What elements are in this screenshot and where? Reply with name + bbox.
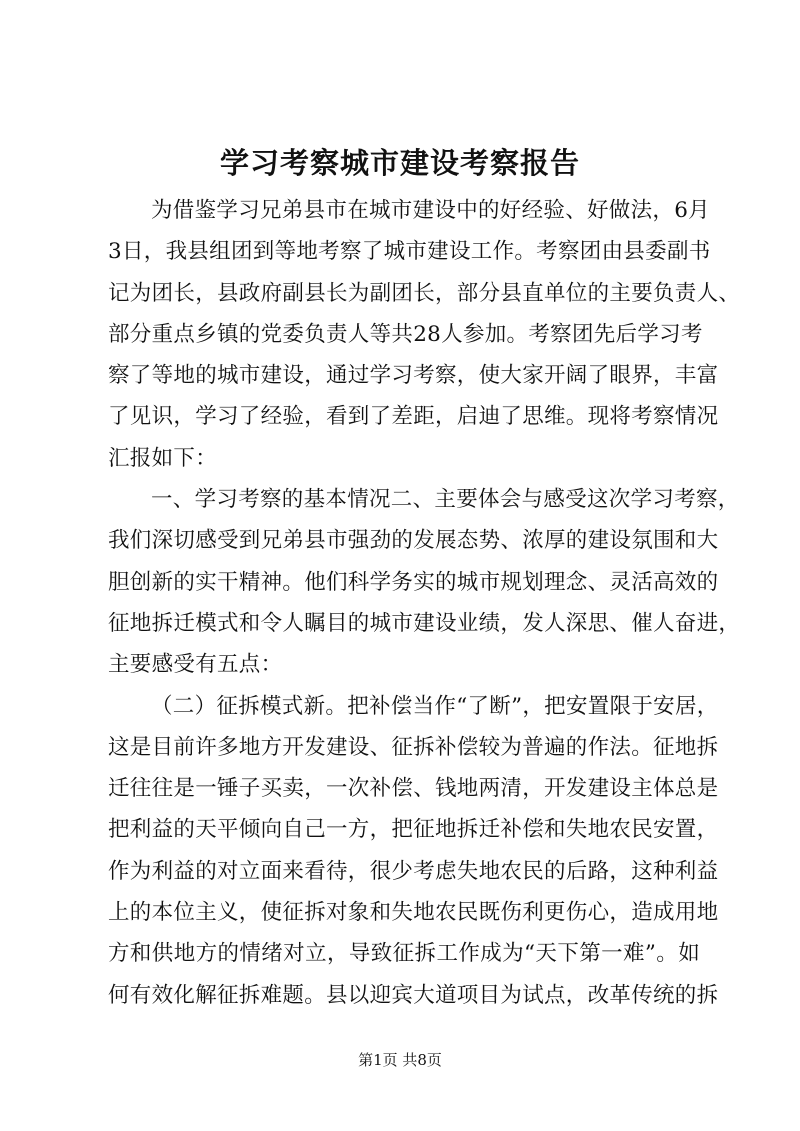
- paragraph-line: 主要感受有五点：: [108, 652, 283, 678]
- paragraph-line: 为借鉴学习兄弟县市在城市建设中的好经验、好做法，6月: [151, 198, 710, 223]
- paragraph-line: 作为利益的对立面来看待，很少考虑失地农民的后路，这种利益: [108, 858, 719, 884]
- document-title: 学习考察城市建设考察报告: [219, 146, 580, 180]
- paragraph-line: 一、学习考察的基本情况二、主要体会与感受这次学习考察，: [151, 487, 740, 513]
- paragraph-line: 把利益的天平倾向自己一方，把征地拆迁补偿和失地农民安置，: [108, 817, 719, 843]
- paragraph-line: 我们深切感受到兄弟县市强劲的发展态势、浓厚的建设氛围和大: [108, 528, 719, 554]
- paragraph-line: 何有效化解征拆难题。县以迎宾大道项目为试点，改革传统的拆: [108, 982, 719, 1008]
- paragraph-line: 这是目前许多地方开发建设、征拆补偿较为普遍的作法。征地拆: [108, 734, 719, 760]
- paragraph-line: 方和供地方的情绪对立，导致征拆工作成为“天下第一难”。如: [108, 941, 700, 967]
- paragraph-line: （二）征拆模式新。把补偿当作“了断”，把安置限于安居，: [151, 693, 719, 719]
- paragraph-line: 3日，我县组团到等地考察了城市建设工作。考察团由县委副书: [108, 239, 711, 265]
- page-footer: 第1页 共8页: [358, 1051, 442, 1069]
- paragraph-line: 胆创新的实干精神。他们科学务实的城市规划理念、灵活高效的: [108, 569, 719, 595]
- paragraph-line: 了见识，学习了经验，看到了差距，启迪了思维。现将考察情况: [108, 404, 719, 430]
- paragraph-line: 部分重点乡镇的党委负责人等共28人参加。考察团先后学习考: [108, 321, 703, 347]
- paragraph-line: 记为团长，县政府副县长为副团长，部分县直单位的主要负责人、: [108, 280, 741, 306]
- paragraph-line: 汇报如下：: [108, 445, 218, 471]
- document-body: [108, 190, 741, 1016]
- paragraph-line: 征地拆迁模式和令人瞩目的城市建设业绩，发人深思、催人奋进，: [108, 610, 741, 636]
- paragraph-line: 上的本位主义，使征拆对象和失地农民既伤利更伤心，造成用地: [108, 900, 719, 926]
- paragraph-line: 迁往往是一锤子买卖，一次补偿、钱地两清，开发建设主体总是: [108, 776, 719, 802]
- paragraph-line: 察了等地的城市建设，通过学习考察，使大家开阔了眼界，丰富: [108, 363, 719, 389]
